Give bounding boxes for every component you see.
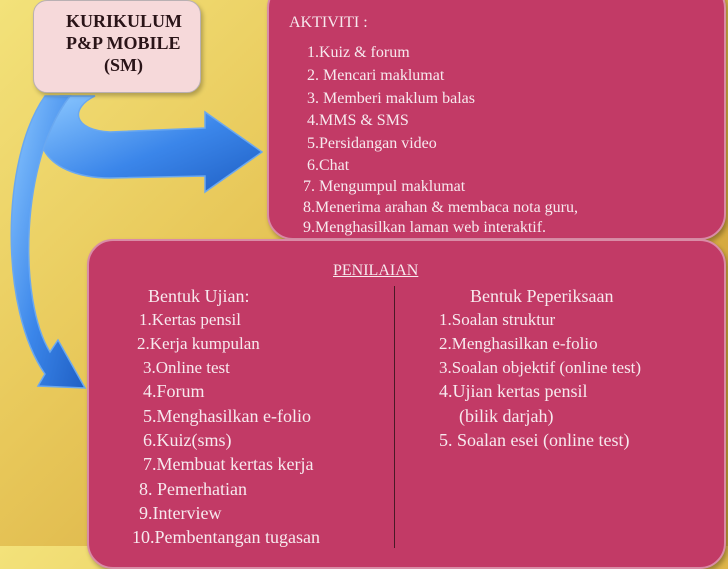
activity-item: 4.MMS & SMS [307,112,409,129]
activity-item: 1.Kuiz & forum [307,44,410,61]
assessment-heading: PENILAIAN [333,262,419,279]
test-form-item: 6.Kuiz(sms) [143,430,232,450]
test-form-item: 4.Forum [143,381,205,401]
exam-forms-heading: Bentuk Peperiksaan [470,286,614,306]
curriculum-title-line3: (SM) [104,55,143,75]
curriculum-box [33,0,201,93]
curriculum-title-line1: KURIKULUM [66,11,182,31]
activity-item: 9.Menghasilkan laman web interaktif. [303,219,547,236]
exam-form-item: 4.Ujian kertas pensil [439,381,588,401]
activities-heading: AKTIVITI : [289,14,368,31]
test-form-item: 10.Pembentangan tugasan [132,527,320,547]
exam-form-item: 1.Soalan struktur [439,310,556,329]
test-form-item: 5.Menghasilkan e-folio [143,406,311,426]
exam-form-item: (bilik darjah) [459,406,554,426]
activity-item: 7. Mengumpul maklumat [303,178,466,195]
activity-item: 5.Persidangan video [307,135,437,152]
arrow-to-activities [40,96,262,192]
test-form-item: 1.Kertas pensil [139,310,241,329]
curriculum-title-line2: P&P MOBILE [66,33,181,53]
test-forms-heading: Bentuk Ujian: [148,286,250,306]
exam-form-item: 3.Soalan objektif (online test) [439,358,642,377]
activity-item: 2. Mencari maklumat [307,67,445,84]
activity-item: 3. Memberi maklum balas [307,90,475,107]
test-form-item: 8. Pemerhatian [139,479,247,499]
test-form-item: 7.Membuat kertas kerja [143,454,314,474]
activity-item: 8.Menerima arahan & membaca nota guru, [303,199,578,216]
exam-form-item: 5. Soalan esei (online test) [439,430,630,450]
test-form-item: 2.Kerja kumpulan [137,334,260,353]
column-divider [394,286,395,548]
test-form-item: 9.Interview [139,503,222,523]
activity-item: 6.Chat [307,157,350,174]
exam-form-item: 2.Menghasilkan e-folio [439,334,598,353]
test-form-item: 3.Online test [143,358,230,377]
